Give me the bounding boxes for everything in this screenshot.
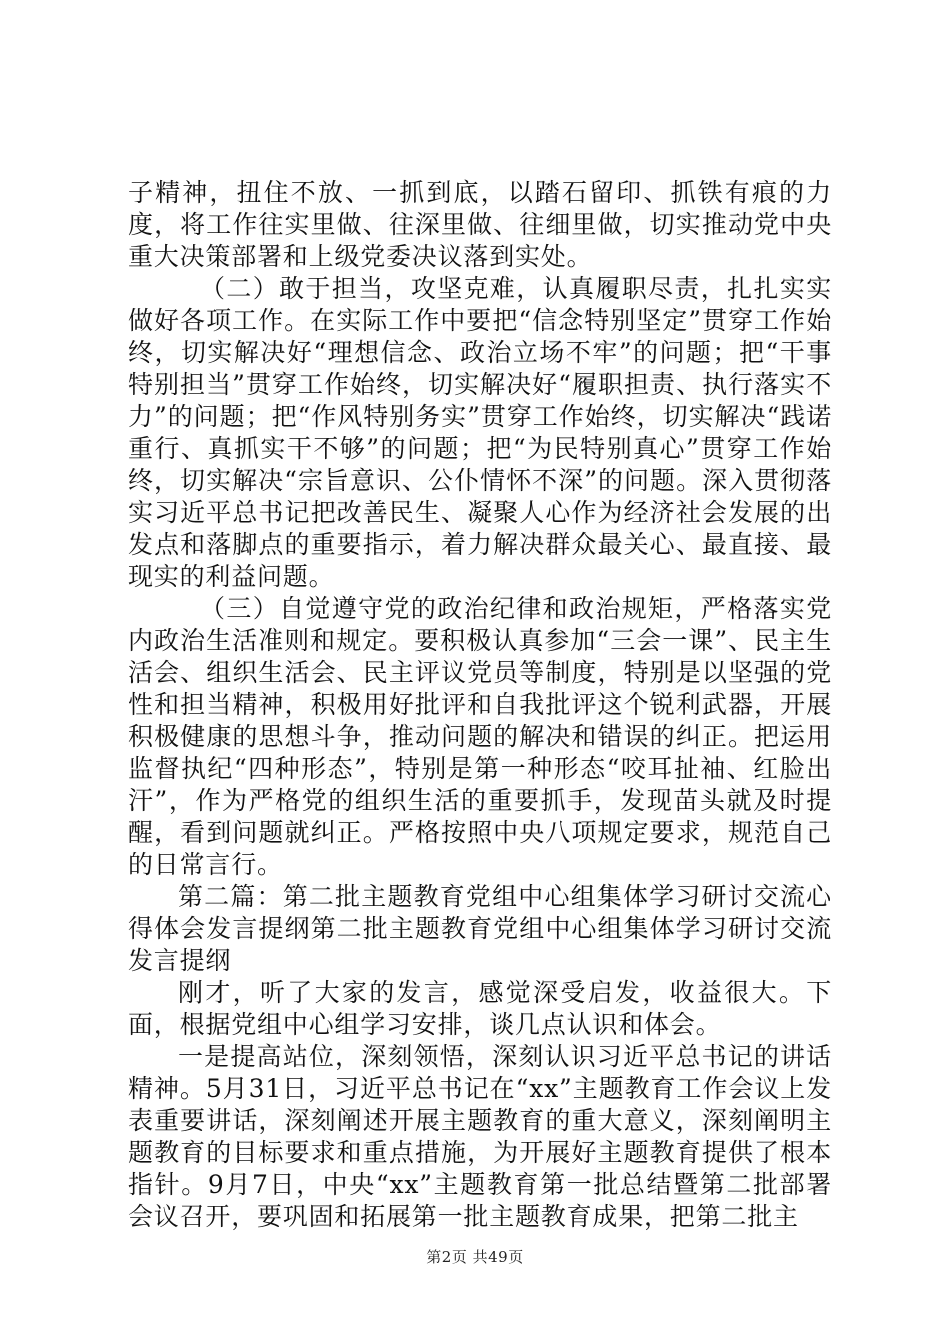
paragraph-continuation: 子精神，扭住不放、一抓到底，以踏石留印、抓铁有痕的力度，将工作往实里做、往深里做、往细里做，切实推动党中央重大决策部署和上级党委决议落到实处。	[128, 178, 832, 271]
paragraph-chapter-title: 第二篇：第二批主题教育党组中心组集体学习研讨交流心得体会发言提纲第二批主题教育党组中心组集体学习研讨交流发言提纲	[128, 882, 832, 975]
page-number-footer: 第2页 共49页	[426, 1248, 524, 1266]
paragraph-section-three: （三）自觉遵守党的政治纪律和政治规矩，严格落实党内政治生活准则和规定。要积极认真参加“三会一课”、民主生活会、组织生活会、民主评议党员等制度，特别是以坚强的党性和担当精神，积极用好批评和自我批评这个锐利武器，开展积极健康的思想斗争，推动问题的解决和错误的纠正。把运用监督执纪“四种形态”，特别是第一种形态“咬耳扯袖、红脸出汗”，作为严格党的组织生活的重要抓手，发现苗头就及时提醒，看到问题就纠正。严格按照中央八项规定要求，规范自己的日常言行。	[128, 594, 832, 879]
paragraph-opening: 刚才，听了大家的发言，感觉深受启发，收益很大。下面，根据党组中心组学习安排，谈几点认识和体会。	[128, 978, 832, 1039]
paragraph-section-two: （二）敢于担当，攻坚克难，认真履职尽责，扎扎实实做好各项工作。在实际工作中要把“信念特别坚定”贯穿工作始终，切实解决好“理想信念、政治立场不牢”的问题；把“干事特别担当”贯穿工作始终，切实解决好“履职担责、执行落实不力”的问题；把“作风特别务实”贯穿工作始终，切实解决“践诺重行、真抓实干不够”的问题；把“为民特别真心”贯穿工作始终，切实解决“宗旨意识、公仆情怀不深”的问题。深入贯彻落实习近平总书记把改善民生、凝聚人心作为经济社会发展的出发点和落脚点的重要指示，着力解决群众最关心、最直接、最现实的利益问题。	[128, 274, 832, 591]
document-body	[128, 177, 832, 1233]
paragraph-point-one: 一是提高站位，深刻领悟，深刻认识习近平总书记的讲话精神。5月31日，习近平总书记在“xx”主题教育工作会议上发表重要讲话，深刻阐述开展主题教育的重大意义，深刻阐明主题教育的目标要求和重点措施，为开展好主题教育提供了根本指针。9月7日，中央“xx”主题教育第一批总结暨第二批部署会议召开，要巩固和拓展第一批主题教育成果，把第二批主	[128, 1042, 832, 1231]
